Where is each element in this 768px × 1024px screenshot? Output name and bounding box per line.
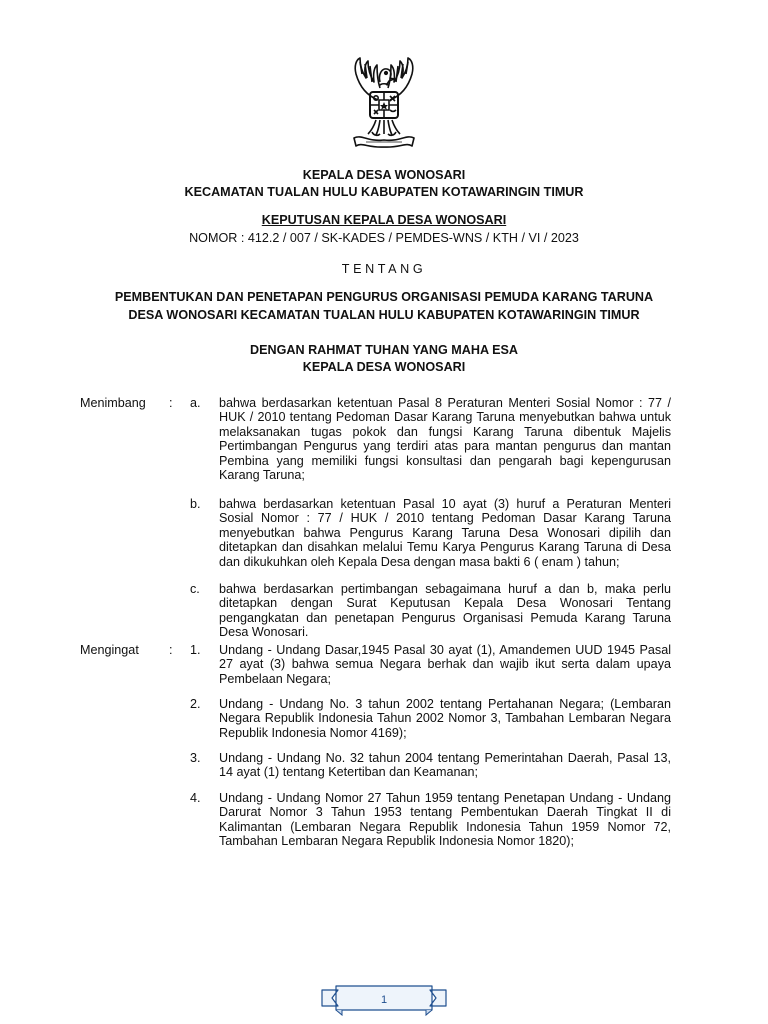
- item-number: c.: [190, 582, 200, 596]
- subject-line2: DESA WONOSARI KECAMATAN TUALAN HULU KABUPATEN KOTAWARINGIN TIMUR: [128, 308, 640, 322]
- blessing-line2: KEPALA DESA WONOSARI: [302, 360, 466, 374]
- page-number-ribbon: [320, 984, 448, 1018]
- item-number: 1.: [190, 643, 201, 657]
- decree-title-text: KEPUTUSAN KEPALA DESA WONOSARI: [261, 213, 507, 227]
- page-number: 1: [380, 994, 388, 1006]
- subject-line1: PEMBENTUKAN DAN PENETAPAN PENGURUS ORGANISASI PEMUDA KARANG TARUNA: [114, 290, 654, 304]
- item-text: bahwa berdasarkan ketentuan Pasal 10 ayat (3) huruf a Peraturan Menteri Sosial Nomor : 77 / HUK / 2010 tentang Pedoman Dasar Karang Taruna menyebutkan bahwa Pengurus Karang Taruna Desa Wonosari dipilih dan ditetapkan dan disahkan melalui Temu Karya Pengurus Karang Taruna di Desa dan dikukuhkan oleh Kepala Desa dengan masa bakti 6 ( enam ) tahun;: [219, 497, 671, 569]
- item-text: Undang - Undang Nomor 27 Tahun 1959 tentang Penetapan Undang - Undang Darurat Nomor 3 Tahun 1953 tentang Pembentukan Daerah Tingkat II di Kalimantan (Lembaran Negara Republik Indonesia Tahun 1959 Nomor 72, Tambahan Lembaran Negara Republik Indonesia Nomor 1820);: [219, 791, 671, 849]
- item-number: 4.: [190, 791, 201, 805]
- mengingat-label: Mengingat: [80, 643, 139, 657]
- blessing-line1: DENGAN RAHMAT TUHAN YANG MAHA ESA: [250, 343, 518, 357]
- garuda-emblem-icon: [332, 52, 436, 156]
- decree-number: NOMOR : 412.2 / 007 / SK-KADES / PEMDES-WNS / KTH / VI / 2023: [189, 231, 579, 245]
- item-number: 2.: [190, 697, 201, 711]
- menimbang-label: Menimbang: [80, 396, 146, 410]
- tentang-heading: TENTANG: [341, 262, 427, 276]
- item-text: Undang - Undang No. 32 tahun 2004 tentang Pemerintahan Daerah, Pasal 13, 14 ayat (1) tentang Ketertiban dan Keamanan;: [219, 751, 671, 780]
- mengingat-colon: :: [169, 643, 173, 657]
- item-number: b.: [190, 497, 201, 511]
- decree-title: [0, 213, 768, 227]
- item-number: a.: [190, 396, 201, 410]
- header-line1: KEPALA DESA WONOSARI: [302, 168, 466, 182]
- item-text: Undang - Undang No. 3 tahun 2002 tentang Pertahanan Negara; (Lembaran Negara Republik Indonesia Tahun 2002 Nomor 3, Tambahan Lembaran Negara Republik Indonesia Nomor 4169);: [219, 697, 671, 740]
- item-text: bahwa berdasarkan ketentuan Pasal 8 Peraturan Menteri Sosial Nomor : 77 / HUK / 2010 tentang Pedoman Dasar Karang Taruna menyebutkan bahwa untuk melaksanakan tugas pokok dan fungsi Karang Taruna dibentuk Majelis Pertimbangan Pengurus yang terdiri atas para mantan pengurus dan mantan Pembina yang memiliki fungsi konsultasi dan pengarah bagi kepengurusan Karang Taruna;: [219, 396, 671, 483]
- menimbang-colon: :: [169, 396, 173, 410]
- header-line2: KECAMATAN TUALAN HULU KABUPATEN KOTAWARINGIN TIMUR: [184, 185, 584, 199]
- item-number: 3.: [190, 751, 201, 765]
- item-text: bahwa berdasarkan pertimbangan sebagaimana huruf a dan b, maka perlu ditetapkan dengan Surat Keputusan Kepala Desa Wonosari Tentang pengangkatan dan penetapan Pengurus Organisasi Pemuda Karang Taruna Desa Wonosari.: [219, 582, 671, 640]
- item-text: Undang - Undang Dasar,1945 Pasal 30 ayat (1), Amandemen UUD 1945 Pasal 27 ayat (3) bahwa semua Negara berhak dan wajib ikut serta dalam upaya Pembelaan Negara;: [219, 643, 671, 686]
